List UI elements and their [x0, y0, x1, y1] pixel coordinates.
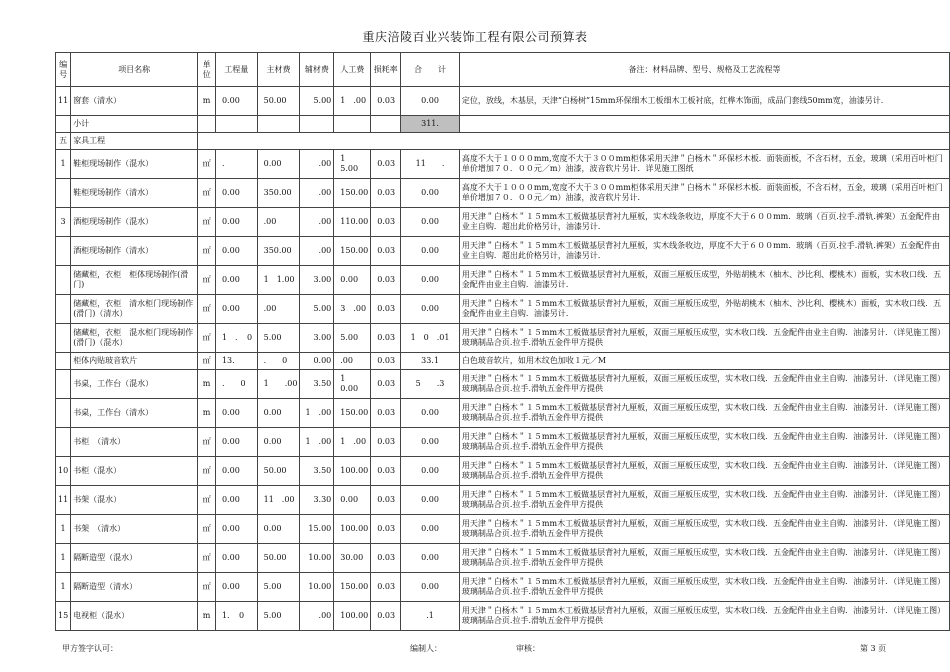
cell-main: 50.00: [257, 87, 300, 116]
cell-aux: .00: [300, 602, 334, 631]
cell-loss: 0.03: [371, 179, 401, 208]
cell-loss: 0.03: [371, 428, 401, 457]
cell-aux: .00: [300, 208, 334, 237]
cell-labor: 150.00: [334, 573, 371, 602]
cell-unit: ㎡: [198, 515, 216, 544]
cell-no: 1: [56, 515, 71, 544]
cell-qty: 0.00: [215, 399, 257, 428]
cell-qty: 13.: [215, 353, 257, 370]
cell-qty: . 0: [215, 370, 257, 399]
cell-labor: 150.00: [334, 399, 371, 428]
cell-loss: 0.03: [371, 602, 401, 631]
cell-total: 0.00: [401, 295, 460, 324]
cell-qty: 0.00: [215, 573, 257, 602]
cell-unit: m: [198, 370, 216, 399]
cell-total: 0.00: [401, 87, 460, 116]
cell-unit: ㎡: [198, 573, 216, 602]
cell-no: 五: [56, 133, 71, 150]
cell-labor: 1 .00: [334, 428, 371, 457]
header-loss: 损耗率: [371, 53, 401, 87]
cell-qty: 0.00: [215, 237, 257, 266]
cell-aux: 3.50: [300, 370, 334, 399]
cell-aux: .00: [300, 237, 334, 266]
cell-loss: 0.03: [371, 295, 401, 324]
cell-main: 1 1.00: [257, 266, 300, 295]
cell-loss: 0.03: [371, 399, 401, 428]
table-body: [56, 87, 950, 631]
cell-labor: 30.00: [334, 544, 371, 573]
header-no: 编号: [56, 53, 71, 87]
cell-remark: 高度不大于１０００mm,宽度不大于３００mm柜体采用天津＂白杨木＂环保杉木板．面装面板，不含石材，五金，玻璃（采用百叶柜门单价增加７０．００元／m）油漆，波音软片另计．详见施工图纸: [459, 150, 949, 179]
cell-total: 1 0 .01: [401, 324, 460, 353]
cell-aux: 3.00: [300, 266, 334, 295]
cell-empty: [215, 116, 257, 133]
cell-main: 350.00: [257, 179, 300, 208]
cell-no: 1: [56, 544, 71, 573]
cell-qty: 0.00: [215, 87, 257, 116]
cell-qty: 0.00: [215, 515, 257, 544]
cell-name: 隔断造型（清水）: [71, 573, 198, 602]
cell-empty: [300, 116, 334, 133]
cell-labor: .00: [334, 353, 371, 370]
cell-loss: 0.03: [371, 457, 401, 486]
section-title: 家具工程: [71, 133, 198, 150]
cell-total: 0.00: [401, 515, 460, 544]
table-row: [56, 266, 950, 295]
cell-no: 11: [56, 87, 71, 116]
cell-labor: 0.00: [334, 486, 371, 515]
cell-unit: m: [198, 399, 216, 428]
header-row: [56, 53, 950, 87]
cell-no: [56, 399, 71, 428]
table-row: [56, 87, 950, 116]
cell-labor: 0.00: [334, 266, 371, 295]
cell-name: 储藏柜，衣柜 清水柜门现场制作(滑门)（清水）: [71, 295, 198, 324]
header-aux: 辅材费: [300, 53, 334, 87]
cell-main: 0.00: [257, 399, 300, 428]
cell-name: 电视柜（混水）: [71, 602, 198, 631]
table-row: [56, 515, 950, 544]
cell-main: 50.00: [257, 457, 300, 486]
cell-total: 0.00: [401, 544, 460, 573]
cell-name: 书架 （清水）: [71, 515, 198, 544]
cell-aux: 3.50: [300, 457, 334, 486]
cell-empty: [198, 116, 216, 133]
cell-qty: 0.00: [215, 486, 257, 515]
cell-empty: [257, 116, 300, 133]
cell-total: 33.1: [401, 353, 460, 370]
cell-loss: 0.03: [371, 486, 401, 515]
cell-total: 0.00: [401, 179, 460, 208]
table-row: [56, 428, 950, 457]
cell-total: 0.00: [401, 428, 460, 457]
cell-unit: ㎡: [198, 208, 216, 237]
cell-labor: 100.00: [334, 457, 371, 486]
header-unit: 单位: [198, 53, 216, 87]
cell-remark: 用天津＂白杨木＂１５mm木工板做基层背衬九厘板，实木线条收边，厚度不大于６００mm．玻璃（百页.拉手.滑轨.裤架）五金配件由业主自购．超出此价格另计，油漆另计．: [459, 237, 949, 266]
cell-remark: 用天津＂白杨木＂１５mm木工板做基层背衬九厘板，双面三厘板压成型，实木收口线．五金配件由业主自购．油漆另计．（详见施工图）玻璃制品合页.拉手.滑轨五金件甲方提供: [459, 602, 949, 631]
header-main: 主材费: [257, 53, 300, 87]
cell-remark: 用天津＂白杨木＂１５mm木工板做基层背衬九厘板，双面三厘板压成型，外贴胡桃木（柚木、沙比利、樱桃木）面板，实木收口线．五金配件由业主自购．油漆另计．: [459, 266, 949, 295]
cell-main: 5.00: [257, 324, 300, 353]
cell-labor: 110.00: [334, 208, 371, 237]
budget-table: [55, 52, 950, 631]
cell-qty: 0.00: [215, 428, 257, 457]
cell-loss: 0.03: [371, 544, 401, 573]
cell-unit: ㎡: [198, 324, 216, 353]
cell-unit: m: [198, 602, 216, 631]
cell-empty: [334, 116, 371, 133]
cell-aux: 3.00: [300, 324, 334, 353]
table-row: [56, 544, 950, 573]
cell-loss: 0.03: [371, 237, 401, 266]
cell-main: 0.00: [257, 515, 300, 544]
cell-total: 0.00: [401, 266, 460, 295]
cell-no: [56, 324, 71, 353]
cell-remark: 用天津＂白杨木＂１５mm木工板做基层背衬九厘板，实木线条收边，厚度不大于６００mm．玻璃（百页.拉手.滑轨.裤架）五金配件由业主自购．超出此价格另计，油漆另计．: [459, 208, 949, 237]
cell-loss: 0.03: [371, 324, 401, 353]
cell-loss: 0.03: [371, 573, 401, 602]
table-row: [56, 295, 950, 324]
cell-unit: ㎡: [198, 150, 216, 179]
cell-no: [56, 370, 71, 399]
cell-remark: 用天津＂白杨木＂１５mm木工板做基层背衬九厘板，双面三厘板压成型，实木收口线．五金配件由业主自购．油漆另计．（详见施工图）玻璃制品合页.拉手.滑轨五金件甲方提供: [459, 399, 949, 428]
cell-aux: 5.00: [300, 87, 334, 116]
cell-loss: 0.03: [371, 87, 401, 116]
cell-qty: 1． 0: [215, 602, 257, 631]
cell-labor: 1 0.00: [334, 370, 371, 399]
cell-remark: 用天津＂白杨木＂１５mm木工板做基层背衬九厘板，双面三厘板压成型，实木收口线．五金配件由业主自购．油漆另计．（详见施工图）玻璃制品合页.拉手.滑轨五金件甲方提供: [459, 573, 949, 602]
cell-qty: 1 ． 0: [215, 324, 257, 353]
cell-qty: 0.00: [215, 457, 257, 486]
cell-loss: 0.03: [371, 150, 401, 179]
table-row: [56, 237, 950, 266]
table-row: [56, 179, 950, 208]
cell-qty: 0.00: [215, 208, 257, 237]
cell-name: 小计: [71, 116, 198, 133]
cell-total: 0.00: [401, 457, 460, 486]
cell-labor: 3 .00: [334, 295, 371, 324]
cell-no: 1: [56, 573, 71, 602]
cell-labor: 1 .00: [334, 87, 371, 116]
cell-total: 311.: [401, 116, 460, 133]
cell-loss: 0.03: [371, 208, 401, 237]
cell-no: [56, 237, 71, 266]
header-name: 项目名称: [71, 53, 198, 87]
maker-label: 编制人：: [410, 644, 442, 653]
cell-total: 11 .: [401, 150, 460, 179]
cell-name: 隔断造型（混水）: [71, 544, 198, 573]
table-row: [56, 324, 950, 353]
cell-remark: 白色玻音软片，如用木纹色加收１元／M: [459, 353, 949, 370]
cell-name: 书桌，工作台（混水）: [71, 370, 198, 399]
cell-loss: 0.03: [371, 370, 401, 399]
cell-name: 书桌，工作台（清水）: [71, 399, 198, 428]
table-row: [56, 486, 950, 515]
cell-unit: ㎡: [198, 428, 216, 457]
cell-total: 0.00: [401, 208, 460, 237]
cell-labor: 5.00: [334, 324, 371, 353]
cell-unit: ㎡: [198, 544, 216, 573]
cell-main: 1 .00: [257, 370, 300, 399]
table-row: [56, 457, 950, 486]
cell-labor: 150.00: [334, 179, 371, 208]
cell-remark: 用天津＂白杨木＂１５mm木工板做基层背衬九厘板，双面三厘板压成型，实木收口线．五金配件由业主自购．油漆另计．（详见施工图）玻璃制品合页.拉手.滑轨五金件甲方提供: [459, 486, 949, 515]
cell-remark: 用天津＂白杨木＂１５mm木工板做基层背衬九厘板，双面三厘板压成型，实木收口线．五金配件由业主自购．油漆另计．（详见施工图）玻璃制品合页.拉手.滑轨五金件甲方提供: [459, 428, 949, 457]
cell-aux: .00: [300, 179, 334, 208]
cell-qty: 0.00: [215, 295, 257, 324]
cell-remark: 用天津＂白杨木＂１５mm木工板做基层背衬九厘板，双面三厘板压成型，实木收口线．五金配件由业主自购．油漆另计．（详见施工图）玻璃制品合页.拉手.滑轨五金件甲方提供: [459, 544, 949, 573]
cell-aux: 5.00: [300, 295, 334, 324]
cell-unit: ㎡: [198, 295, 216, 324]
header-qty: 工程量: [215, 53, 257, 87]
cell-empty: [371, 116, 401, 133]
table-row: [56, 116, 950, 133]
cell-labor: 100.00: [334, 515, 371, 544]
cell-main: .00: [257, 208, 300, 237]
cell-no: 3: [56, 208, 71, 237]
cell-no: 11: [56, 486, 71, 515]
cell-name: 柜体内贴玻音软片: [71, 353, 198, 370]
cell-name: 储藏柜，衣柜 混水柜门现场制作(滑门)（混水）: [71, 324, 198, 353]
header-total: 合 计: [401, 53, 460, 87]
cell-no: [56, 428, 71, 457]
cell-total: 0.00: [401, 573, 460, 602]
table-row: [56, 370, 950, 399]
cell-main: 50.00: [257, 544, 300, 573]
table-row: [56, 208, 950, 237]
table-row: [56, 399, 950, 428]
cell-name: 书柜 （清水）: [71, 428, 198, 457]
cell-name: 酒柜现场制作（清水）: [71, 237, 198, 266]
cell-name: 鞋柜现场制作（清水）: [71, 179, 198, 208]
cell-no: [56, 116, 71, 133]
cell-loss: 0.03: [371, 515, 401, 544]
cell-remark: 高度不大于１０００mm,宽度不大于３００mm柜体采用天津＂白杨木＂环保杉木板．面装面板，不含石材，五金，玻璃（采用百叶柜门单价增加７０．００元／m）油漆，波音软片另计．: [459, 179, 949, 208]
cell-aux: 3.30: [300, 486, 334, 515]
cell-labor: 1 5.00: [334, 150, 371, 179]
cell-unit: ㎡: [198, 266, 216, 295]
cell-remark: [459, 116, 949, 133]
cell-main: 350.00: [257, 237, 300, 266]
cell-qty: 0.00: [215, 179, 257, 208]
cell-unit: ㎡: [198, 353, 216, 370]
cell-name: 储藏柜，衣柜 柜体现场制作(滑门): [71, 266, 198, 295]
cell-name: 鞋柜现场制作（混水）: [71, 150, 198, 179]
cell-remark: 用天津＂白杨木＂１５mm木工板做基层背衬九厘板，双面三厘板压成型，实木收口线．五金配件由业主自购．油漆另计．（详见施工图）玻璃制品合页.拉手.滑轨五金件甲方提供: [459, 515, 949, 544]
cell-loss: 0.03: [371, 353, 401, 370]
header-labor: 人工费: [334, 53, 371, 87]
table-row: [56, 133, 950, 150]
cell-main: 11 .00: [257, 486, 300, 515]
cell-aux: 10.00: [300, 544, 334, 573]
cell-labor: 150.00: [334, 237, 371, 266]
cell-total: 0.00: [401, 486, 460, 515]
cell-name: 书柜（混水）: [71, 457, 198, 486]
cell-remark: 用天津＂白杨木＂１５mm木工板做基层背衬九厘板，双面三厘板压成型，实木收口线．五金配件由业主自购．油漆另计．（详见施工图）玻璃制品合页.拉手.滑轨五金件甲方提供: [459, 324, 949, 353]
page-number: 第 3 页: [860, 644, 887, 653]
cell-name: 窗套（清水）: [71, 87, 198, 116]
cell-aux: 1 .00: [300, 428, 334, 457]
cell-no: [56, 179, 71, 208]
cell-aux: 10.00: [300, 573, 334, 602]
cell-no: [56, 266, 71, 295]
cell-total: .1: [401, 602, 460, 631]
cell-main: 5.00: [257, 573, 300, 602]
cell-labor: 100.00: [334, 602, 371, 631]
cell-remark: 用天津＂白杨木＂１５mm木工板做基层背衬九厘板，双面三厘板压成型，外贴胡桃木（柚木、沙比利、樱桃木）面板，实木收口线．五金配件由业主自购．油漆另计．: [459, 295, 949, 324]
cell-aux: 0.00: [300, 353, 334, 370]
cell-main: 5.00: [257, 602, 300, 631]
cell-unit: ㎡: [198, 237, 216, 266]
cell-name: 酒柜现场制作（混水）: [71, 208, 198, 237]
table-row: [56, 150, 950, 179]
cell-unit: ㎡: [198, 457, 216, 486]
page-title: 重庆涪陵百业兴装饰工程有限公司预算表: [362, 30, 588, 44]
cell-empty: [198, 133, 950, 150]
cell-main: 0.00: [257, 150, 300, 179]
reviewer-label: 审核：: [516, 644, 540, 653]
cell-main: .00: [257, 295, 300, 324]
cell-unit: ㎡: [198, 179, 216, 208]
cell-remark: 用天津＂白杨木＂１５mm木工板做基层背衬九厘板，双面三厘板压成型，实木收口线．五金配件由业主自购．油漆另计．（详见施工图）玻璃制品合页.拉手.滑轨五金件甲方提供: [459, 370, 949, 399]
header-remark: 备注：材料品牌、型号、规格及工艺流程等: [459, 53, 949, 87]
cell-total: 5 .3: [401, 370, 460, 399]
cell-qty: 0.00: [215, 544, 257, 573]
table-row: [56, 353, 950, 370]
cell-no: 1: [56, 150, 71, 179]
cell-loss: 0.03: [371, 266, 401, 295]
cell-name: 书架（混水）: [71, 486, 198, 515]
cell-remark: 定位，放线，木基层，天津“白杨树”15mm环保细木工板细木工板衬底，红桦木饰面，成品门套线50mm宽，油漆另计.: [459, 87, 949, 116]
cell-aux: 1 .00: [300, 399, 334, 428]
cell-total: 0.00: [401, 237, 460, 266]
cell-no: [56, 295, 71, 324]
cell-qty: 0.00: [215, 266, 257, 295]
cell-total: 0.00: [401, 399, 460, 428]
cell-remark: 用天津＂白杨木＂１５mm木工板做基层背衬九厘板，双面三厘板压成型，实木收口线．五金配件由业主自购．油漆另计．（详见施工图）玻璃制品合页.拉手.滑轨五金件甲方提供: [459, 457, 949, 486]
cell-main: 0.00: [257, 428, 300, 457]
table-row: [56, 573, 950, 602]
cell-unit: ㎡: [198, 486, 216, 515]
cell-aux: .00: [300, 150, 334, 179]
cell-aux: 15.00: [300, 515, 334, 544]
table-row: [56, 602, 950, 631]
cell-main: . 0: [257, 353, 300, 370]
cell-unit: m: [198, 87, 216, 116]
cell-no: [56, 353, 71, 370]
cell-qty: ．: [215, 150, 257, 179]
client-signature-label: 甲方签字认可：: [62, 644, 118, 653]
cell-no: 10: [56, 457, 71, 486]
cell-no: 15: [56, 602, 71, 631]
